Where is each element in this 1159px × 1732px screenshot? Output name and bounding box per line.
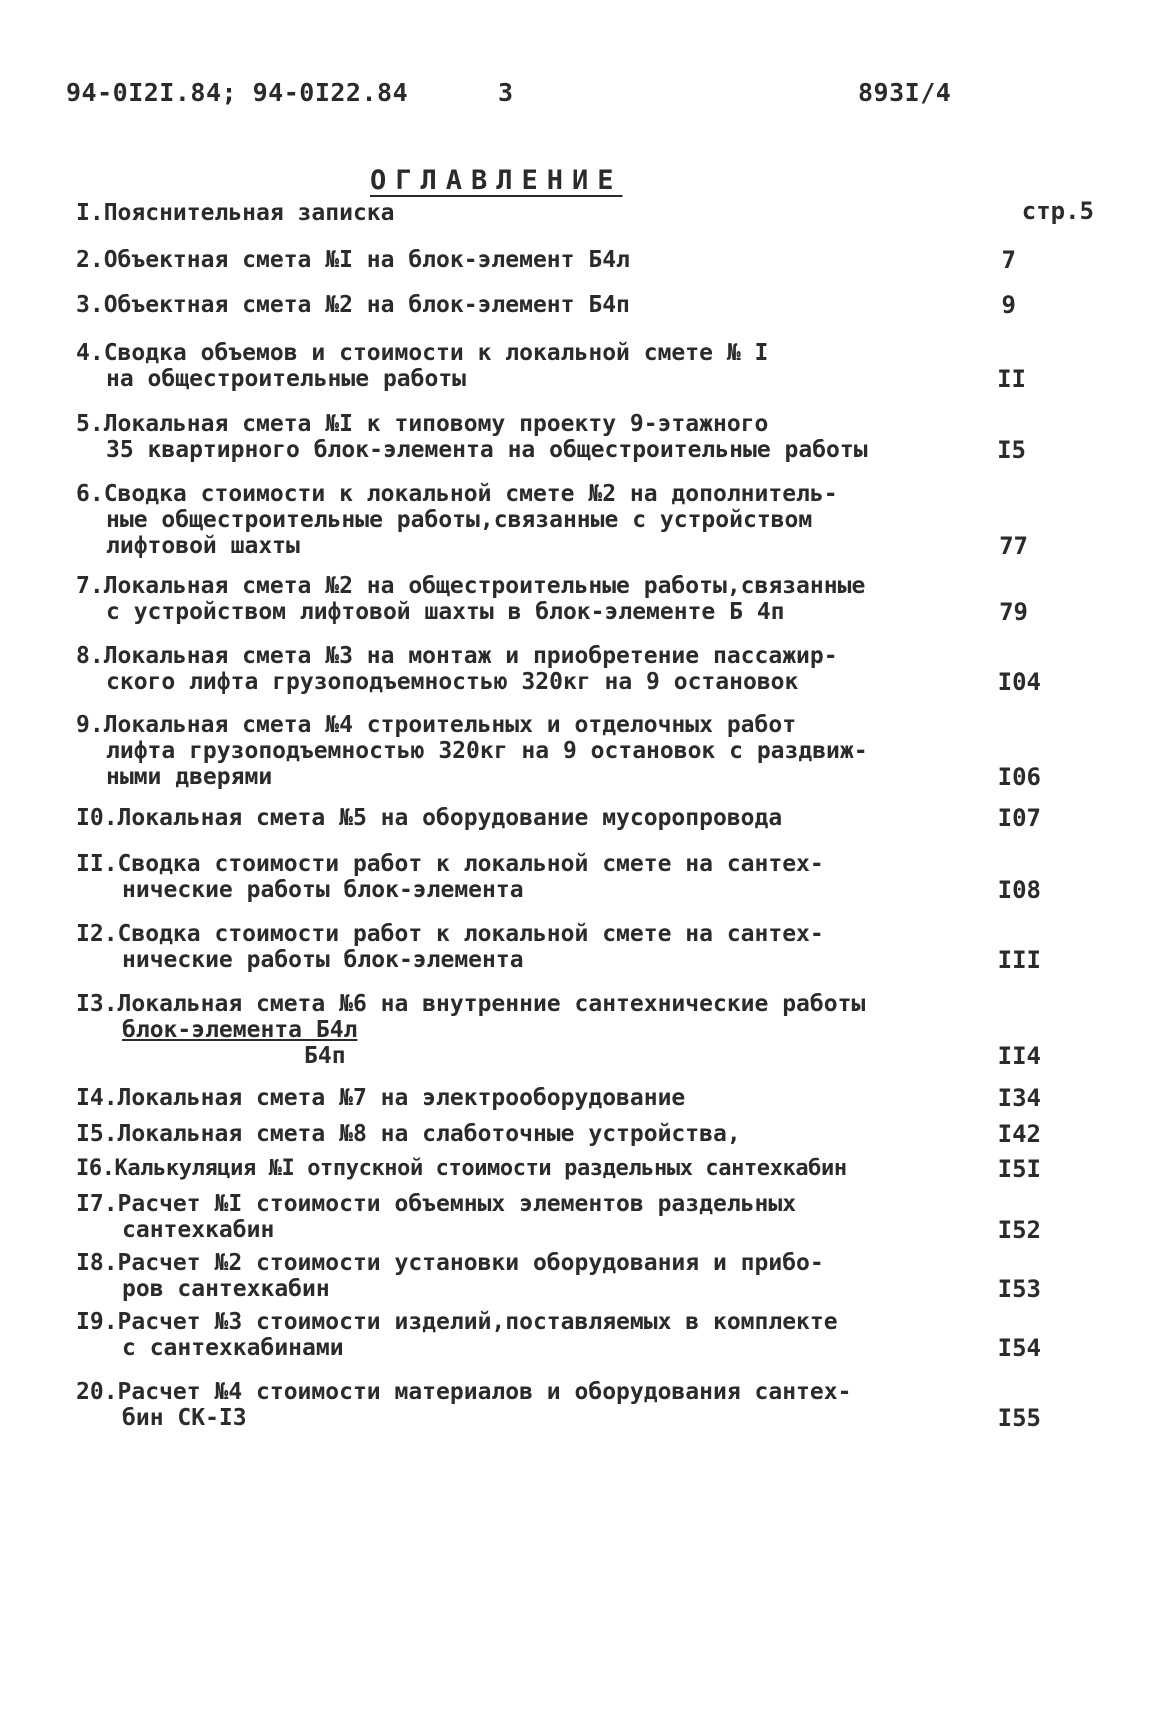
- toc-entry-line: 20.Расчет №4 стоимости материалов и оборудования сантех-: [76, 1379, 852, 1405]
- toc-page-number: I07: [997, 804, 1041, 832]
- toc-entry-line: I0.Локальная смета №5 на оборудование мусоропровода: [76, 805, 783, 831]
- toc-entry-line: лифтовой шахты: [106, 533, 300, 559]
- toc-entry-line: 5.Локальная смета №I к типовому проекту 9-этажного: [76, 411, 769, 437]
- toc-entry-line: 7.Локальная смета №2 на общестроительные работы,связанные: [76, 573, 866, 599]
- header-sheet-code: 893I/4: [858, 78, 952, 107]
- toc-entry-line: I8.Расчет №2 стоимости установки оборудования и прибо-: [76, 1250, 824, 1276]
- toc-entry: [76, 1309, 1086, 1361]
- toc-entry-line: блок-элемента Б4л: [122, 1017, 358, 1043]
- toc-entry: [76, 1379, 1086, 1431]
- toc-entry-line: бин СК-I3: [122, 1405, 247, 1431]
- toc-entry: [76, 851, 1086, 903]
- header-document-codes: 94-0I2I.84; 94-0I22.84: [66, 78, 409, 107]
- toc-entry: [76, 411, 1086, 463]
- toc-entry: [76, 247, 1086, 273]
- toc-page-number: I08: [997, 876, 1041, 904]
- toc-entry: [76, 805, 1086, 831]
- toc-entry: [76, 1191, 1086, 1243]
- toc-page-number: I06: [997, 763, 1041, 791]
- toc-entry: [76, 292, 1086, 318]
- toc-entry-line: I6.Калькуляция №I отпускной стоимости раздельных сантехкабин: [76, 1156, 847, 1181]
- toc-entry-line: нические работы блок-элемента: [122, 947, 524, 973]
- toc-entry-line: 2.Объектная смета №I на блок-элемент Б4л: [76, 247, 630, 273]
- toc-entry: [76, 573, 1086, 625]
- toc-page-number: II: [997, 365, 1026, 393]
- toc-entry: [76, 712, 1086, 790]
- toc-entry-line: I4.Локальная смета №7 на электрооборудование: [76, 1085, 686, 1111]
- toc-entry-line: сантехкабин: [122, 1217, 275, 1243]
- toc-entry-line: 9.Локальная смета №4 строительных и отделочных работ: [76, 712, 797, 738]
- toc-entry-line: 3.Объектная смета №2 на блок-элемент Б4п: [76, 292, 630, 318]
- toc-entry-line: I9.Расчет №3 стоимости изделий,поставляемых в комплекте: [76, 1309, 838, 1335]
- toc-page-number: I5I: [997, 1155, 1041, 1183]
- toc-entry: [76, 921, 1086, 973]
- toc-page-number: II4: [997, 1042, 1041, 1070]
- toc-entry-line: I3.Локальная смета №6 на внутренние сантехнические работы: [76, 991, 866, 1017]
- toc-entry-line: на общестроительные работы: [106, 366, 467, 392]
- toc-page-number: I34: [997, 1084, 1041, 1112]
- toc-page-number: I42: [997, 1120, 1041, 1148]
- toc-entry-line: с устройством лифтовой шахты в блок-элементе Б 4п: [106, 599, 785, 625]
- toc-page-number: I55: [997, 1404, 1041, 1432]
- toc-entry: [76, 643, 1086, 695]
- header-page-number: 3: [498, 78, 514, 107]
- toc-page-number: I54: [997, 1334, 1041, 1362]
- toc-entry-line: II.Сводка стоимости работ к локальной смете на сантех-: [76, 851, 824, 877]
- toc-entry-line: с сантехкабинами: [122, 1335, 344, 1361]
- toc-page-number: III: [997, 946, 1041, 974]
- toc-entry: [76, 1156, 1086, 1182]
- toc-entry: [76, 340, 1086, 392]
- toc-page-number: I5: [997, 436, 1026, 464]
- toc-entry-line: ными дверями: [106, 764, 273, 790]
- page-title: ОГЛАВЛЕНИЕ: [370, 165, 623, 196]
- toc-page-number: 77: [999, 532, 1028, 560]
- toc-entry-line: лифта грузоподъемностью 320кг на 9 остановок с раздвиж-: [106, 738, 868, 764]
- toc-entry-line: I2.Сводка стоимости работ к локальной смете на сантех-: [76, 921, 824, 947]
- toc-entry-line: 4.Сводка объемов и стоимости к локальной смете № I: [76, 340, 769, 366]
- toc-page-number: I53: [997, 1275, 1041, 1303]
- toc-page-number: I52: [997, 1216, 1041, 1244]
- toc-entry-line: ров сантехкабин: [122, 1276, 330, 1302]
- toc-entry-subvariant: Б4п: [304, 1043, 346, 1069]
- toc-entry: [76, 197, 1094, 226]
- toc-entry: [76, 1121, 1086, 1147]
- toc-entry-line: ского лифта грузоподъемностью 320кг на 9 остановок: [106, 669, 799, 695]
- toc-entry-line: I.Пояснительная записка: [76, 200, 395, 226]
- toc-page-number: стр.5: [1021, 197, 1094, 225]
- toc-entry: [76, 1085, 1086, 1111]
- toc-entry: [76, 1250, 1086, 1302]
- toc-entry-line: 6.Сводка стоимости к локальной смете №2 на дополнитель-: [76, 481, 838, 507]
- toc-page-number: I04: [997, 668, 1041, 696]
- toc-entry-line: нические работы блок-элемента: [122, 877, 524, 903]
- toc-entry-line: 35 квартирного блок-элемента на общестроительные работы: [106, 437, 868, 463]
- toc-entry-line: 8.Локальная смета №3 на монтаж и приобретение пассажир-: [76, 643, 838, 669]
- toc-page-number: 9: [1001, 291, 1016, 319]
- toc-page-number: 79: [999, 598, 1028, 626]
- toc-entry: [76, 991, 1086, 1071]
- toc-entry: [76, 481, 1086, 559]
- toc-entry-line: ные общестроительные работы,связанные с устройством: [106, 507, 813, 533]
- toc-page-number: 7: [1001, 246, 1016, 274]
- toc-entry-line: I7.Расчет №I стоимости объемных элементов раздельных: [76, 1191, 797, 1217]
- toc-entry-line: I5.Локальная смета №8 на слаботочные устройства,: [76, 1121, 741, 1147]
